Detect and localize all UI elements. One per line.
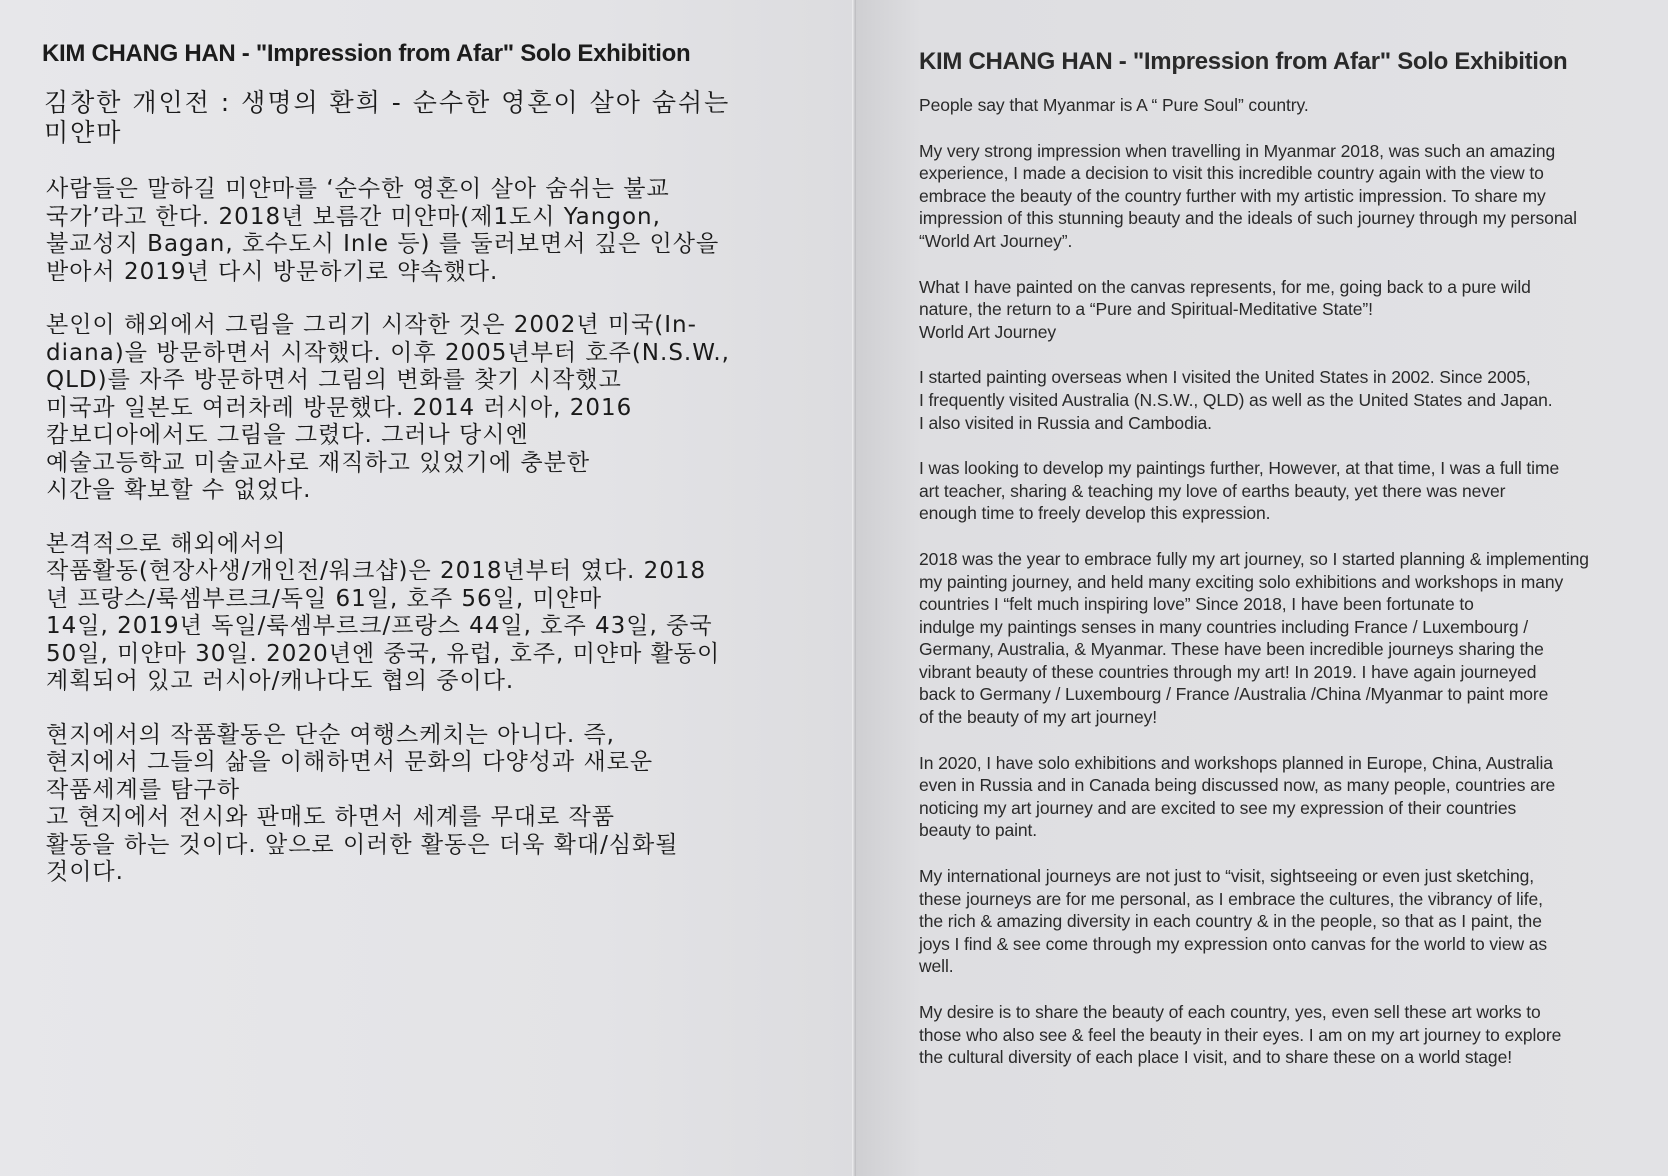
korean-subtitle: 김창한 개인전 : 생명의 환희 - 순수한 영혼이 살아 숨쉬는 미얀마	[44, 88, 731, 147]
right-page-title: KIM CHANG HAN - "Impression from Afar" Solo Exhibition	[919, 48, 1568, 75]
korean-paragraph-2: 본인이 해외에서 그림을 그리기 시작한 것은 2002년 미국(In- diana)을 방문하면서 시작했다. 이후 2005년부터 호주(N.S.W., QLD)를 자주 방문하면서 그림의 변화를 찾기 시작했고 미국과 일본도 여러차레 방문했다. 2014 러시아, 2016 캄보디아에서도 그림을 그렸다. 그러나 당시엔 예술고등학교 미술교사로 재직하고 있었기에 충분한 시간을 확보할 수 없었다.	[46, 312, 730, 503]
right-page-english	[856, 0, 1668, 1176]
korean-paragraph-1: 사람들은 말하길 미얀마를 ‘순수한 영혼이 살아 숨쉬는 불교 국가’라고 한다. 2018년 보름간 미얀마(제1도시 Yangon, 불교성지 Bagan, 호수도시 Inle 등) 를 둘러보면서 깊은 인상을 받아서 2019년 다시 방문하기로 약속했다.	[46, 176, 720, 285]
english-paragraph-4: I started painting overseas when I visited the United States in 2002. Since 2005, I frequently visited Australia (N.S.W., QLD) as well as the United States and Japan. I also visited in Russia and Cambodia.	[919, 367, 1553, 433]
english-paragraph-3: What I have painted on the canvas represents, for me, going back to a pure wild nature, the return to a “Pure and Spiritual-Meditative State”! World Art Journey	[919, 276, 1531, 342]
korean-paragraph-4: 현지에서의 작품활동은 단순 여행스케치는 아니다. 즉, 현지에서 그들의 삶을 이해하면서 문화의 다양성과 새로운 작품세계를 탐구하 고 현지에서 전시와 판매도 하면서 세계를 무대로 작품 활동을 하는 것이다. 앞으로 이러한 활동은 더욱 확대/심화될 것이다.	[46, 721, 679, 885]
english-paragraph-9: My desire is to share the beauty of each country, yes, even sell these art works to those who also see & feel the beauty in their eyes. I am on my art journey to explore the cultural diversity of each place I visit, and to share these on a world stage!	[919, 1002, 1562, 1068]
english-paragraph-1: People say that Myanmar is A “ Pure Soul” country.	[919, 95, 1309, 115]
english-paragraph-2: My very strong impression when travelling in Myanmar 2018, was such an amazing experience, I made a decision to visit this incredible country again with the view to embrace the beauty of the country further with my artistic impression. To share my impression of this stunning beauty and the ideals of such journey through my personal “World Art Journey”.	[919, 140, 1577, 251]
english-paragraph-5: I was looking to develop my paintings further, However, at that time, I was a full time art teacher, sharing & teaching my love of earths beauty, yet there was never enough time to freely develop this expression.	[919, 458, 1560, 524]
english-paragraph-7: In 2020, I have solo exhibitions and workshops planned in Europe, China, Australia even in Russia and in Canada being discussed now, as many people, countries are noticing my art journey and are excited to see my expression of their countries beauty to paint.	[919, 752, 1556, 841]
left-page-title: KIM CHANG HAN - "Impression from Afar" Solo Exhibition	[42, 40, 691, 67]
korean-paragraph-3: 본격적으로 해외에서의 작품활동(현장사생/개인전/워크샵)은 2018년부터 였다. 2018 년 프랑스/룩셈부르크/독일 61일, 호주 56일, 미얀마 14일, 2019년 독일/룩셈부르크/프랑스 44일, 호주 43일, 중국 50일, 미얀마 30일. 2020년엔 중국, 유럽, 호주, 미얀마 활동이 계획되어 있고 러시아/캐나다도 협의 중이다.	[46, 530, 721, 694]
english-paragraph-6: 2018 was the year to embrace fully my art journey, so I started planning & implementing my painting journey, and held many exciting solo exhibitions and workshops in many countries I “felt much inspiring love” Since 2018, I have been fortunate to indulge my paintings senses in many countries including France / Luxembourg / Germany, Australia, & Myanmar. These have been incredible journeys sharing the vibrant beauty of these countries through my art! In 2019. I have again journeyed back to Germany / Luxembourg / France /Australia /China /Myanmar to paint more of the beauty of my art journey!	[919, 548, 1589, 728]
english-paragraph-8: My international journeys are not just to “visit, sightseeing or even just sketching, these journeys are for me personal, as I embrace the cultures, the vibrancy of life, the rich & amazing diversity in each country & in the people, so that as I paint, the joys I find & see come through my expression onto canvas for the world to view as well.	[919, 866, 1548, 977]
